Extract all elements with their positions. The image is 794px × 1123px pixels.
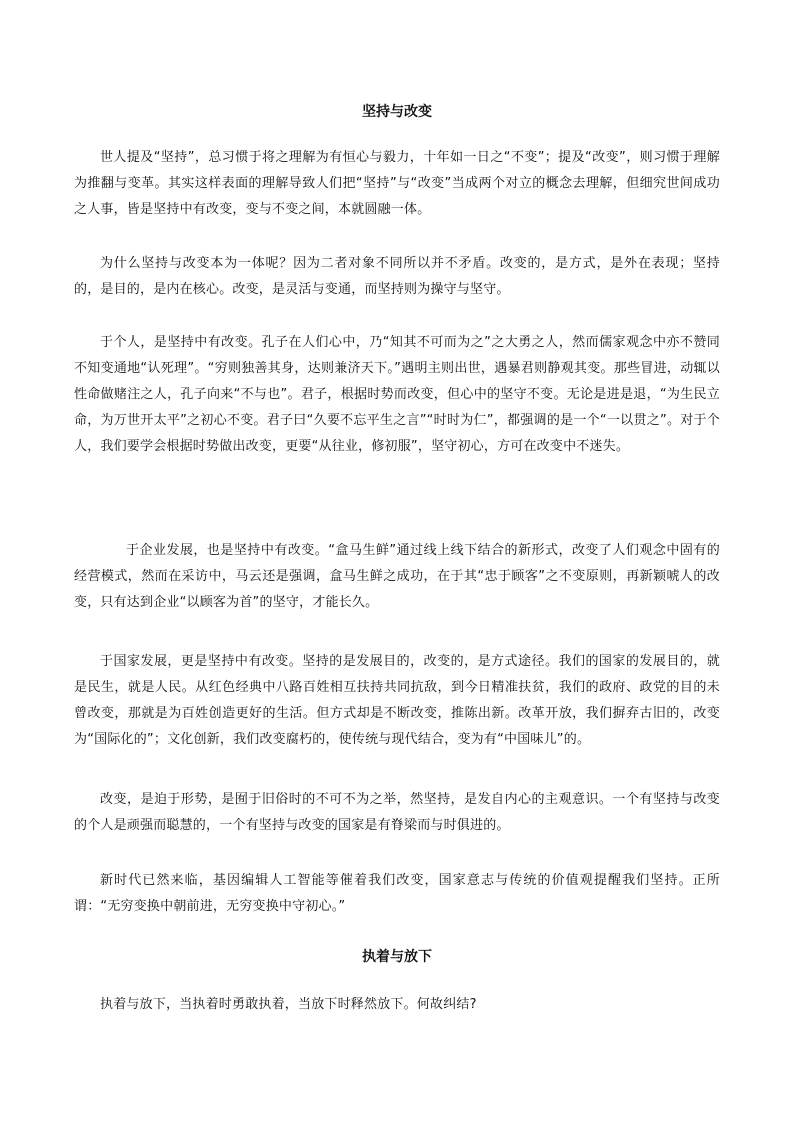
paragraph-1: 世人提及“坚持”，总习惯于将之理解为有恒心与毅力，十年如一日之“不变”；提及“改变”，则习惯于理解为推翻与变革。其实这样表面的理解导致人们把“坚持”与“改变”当成两个对立的概念去理解，但细究世间成功之人事，皆是坚持中有改变，变与不变之间，本就圆融一体。 <box>74 150 720 217</box>
paragraph-8: 执着与放下，当执着时勇敢执着，当放下时释然放下。何故纠结? <box>100 997 477 1012</box>
paragraph-6: 改变，是迫于形势，是囿于旧俗时的不可不为之举，然坚持，是发自内心的主观意识。一个有坚持与改变的个人是顽强而聪慧的，一个有坚持与改变的国家是有脊梁而与时俱进的。 <box>74 792 720 833</box>
paragraph-3: 于个人，是坚持中有改变。孔子在人们心中，乃“知其不可而为之”之大勇之人，然而儒家观念中亦不赞同不知变通地“认死理”。“穷则独善其身，达则兼济天下。”遇明主则出世，遇暴君则静观其变。那些冒进，动辄以性命做赌注之人，孔子向来“不与也”。君子，根据时势而改变，但心中的坚守不变。无论是进是退，“为生民立命，为万世开太平”之初心不变。君子曰“久要不忘平生之言”“时时为仁”，都强调的是一个“一以贯之”。对于个人，我们要学会根据时势做出改变，更要“从往业，修初服”，坚守初心，方可在改变中不迷失。 <box>74 335 720 454</box>
paragraph-5: 于国家发展，更是坚持中有改变。坚持的是发展目的，改变的，是方式途径。我们的国家的发展目的，就是民生，就是人民。从红色经典中八路百姓相互扶持共同抗敌，到今日精准扶贫，我们的政府、政党的目的未曾改变，那就是为百姓创造更好的生活。但方式却是不断改变，推陈出新。改革开放，我们摒弃古旧的，改变为“国际化的”；文化创新，我们改变腐朽的，使传统与现代结合，变为有“中国味儿”的。 <box>74 654 720 747</box>
section-title-persistence: 坚持与改变 <box>362 104 432 120</box>
paragraph-2: 为什么坚持与改变本为一体呢？因为二者对象不同所以并不矛盾。改变的，是方式，是外在表现；坚持的，是目的，是内在核心。改变，是灵活与变通，而坚持则为操守与坚守。 <box>74 256 720 297</box>
paragraph-4: 于企业发展，也是坚持中有改变。“盒马生鲜”通过线上线下结合的新形式，改变了人们观念中固有的经营模式，然而在采访中，马云还是强调，盒马生鲜之成功，在于其“忠于顾客”之不变原则，再新颖唬人的改变，只有达到企业“以顾客为首”的坚守，才能长久。 <box>74 543 720 610</box>
paragraph-7: 新时代已然来临，基因编辑人工智能等催着我们改变，国家意志与传统的价值观提醒我们坚持。正所谓：“无穷变换中朝前进，无穷变换中守初心。” <box>74 873 720 914</box>
section-title-letting-go: 执着与放下 <box>362 949 432 965</box>
